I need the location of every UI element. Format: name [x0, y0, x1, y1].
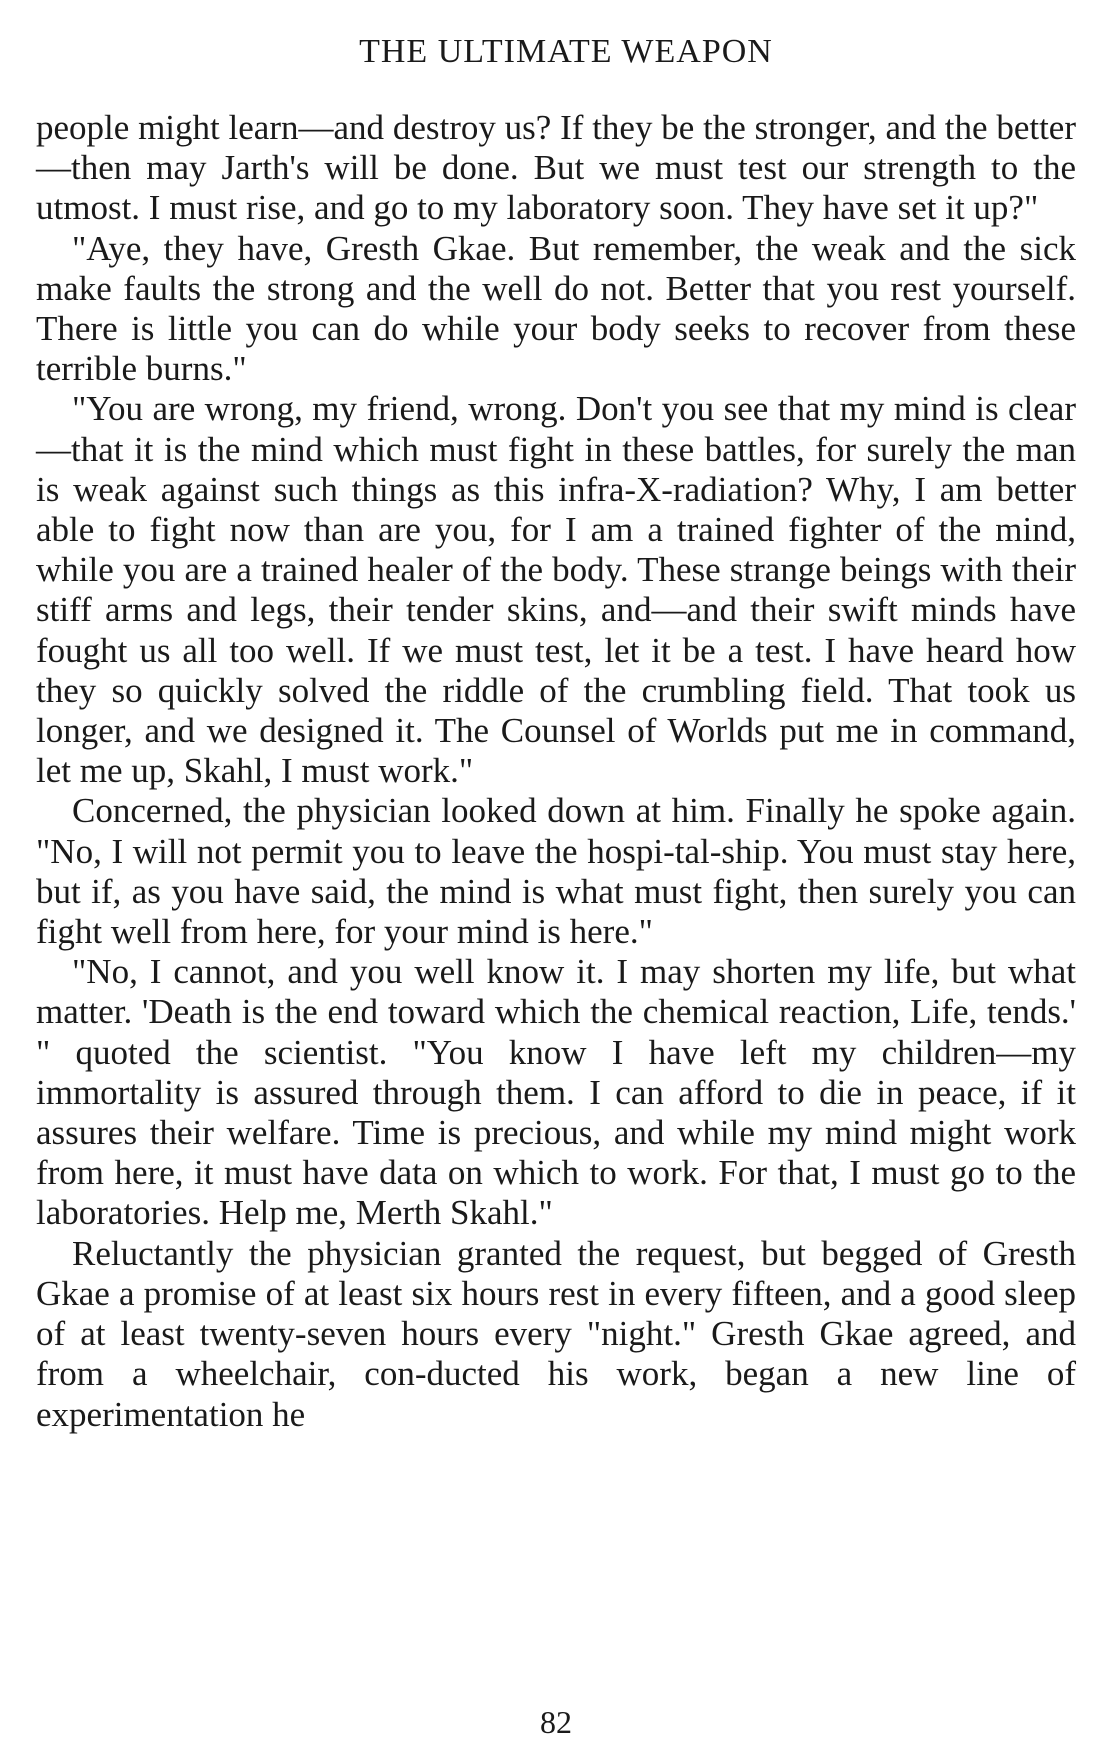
book-page	[36, 30, 1076, 1740]
body-text	[36, 108, 1076, 1435]
running-head: THE ULTIMATE WEAPON	[359, 33, 773, 70]
paragraph-3: "You are wrong, my friend, wrong. Don't you see that my mind is clear—that it is the mind which must fight in these battles, for surely the man is weak against such things as this infra-X-radiation? Why, I am better able to fight now than are you, for I am a trained fighter of the mind, while you are a trained healer of the body. These strange beings with their stiff arms and legs, their tender skins, and—and their swift minds have fought us all too well. If we must test, let it be a test. I have heard how they so quickly solved the riddle of the crumbling field. That took us longer, and we designed it. The Counsel of Worlds put me in command, let me up, Skahl, I must work."	[36, 389, 1076, 791]
page-number: 82	[540, 1704, 572, 1740]
paragraph-4: Concerned, the physician looked down at him. Finally he spoke again. "No, I will not permit you to leave the hospi-tal-ship. You must stay here, but if, as you have said, the mind is what must fight, then surely you can fight well from here, for your mind is here."	[36, 791, 1076, 952]
paragraph-5: "No, I cannot, and you well know it. I may shorten my life, but what matter. 'Death is the end toward which the chemical reaction, Life, tends.' " quoted the scientist. "You know I have left my children—my immortality is assured through them. I can afford to die in peace, if it assures their welfare. Time is precious, and while my mind might work from here, it must have data on which to work. For that, I must go to the laboratories. Help me, Merth Skahl."	[36, 952, 1076, 1233]
paragraph-1: people might learn—and destroy us? If they be the stronger, and the better—then may Jarth's will be done. But we must test our strength to the utmost. I must rise, and go to my laboratory soon. They have set it up?"	[36, 108, 1076, 228]
paragraph-6: Reluctantly the physician granted the request, but begged of Gresth Gkae a promise of at least six hours rest in every fifteen, and a good sleep of at least twenty-seven hours every "night." Gresth Gkae agreed, and from a wheelchair, con-ducted his work, began a new line of experimentation he	[36, 1233, 1076, 1434]
paragraph-2: "Aye, they have, Gresth Gkae. But remember, the weak and the sick make faults the strong and the well do not. Better that you rest yourself. There is little you can do while your body seeks to recover from these terrible burns."	[36, 228, 1076, 389]
